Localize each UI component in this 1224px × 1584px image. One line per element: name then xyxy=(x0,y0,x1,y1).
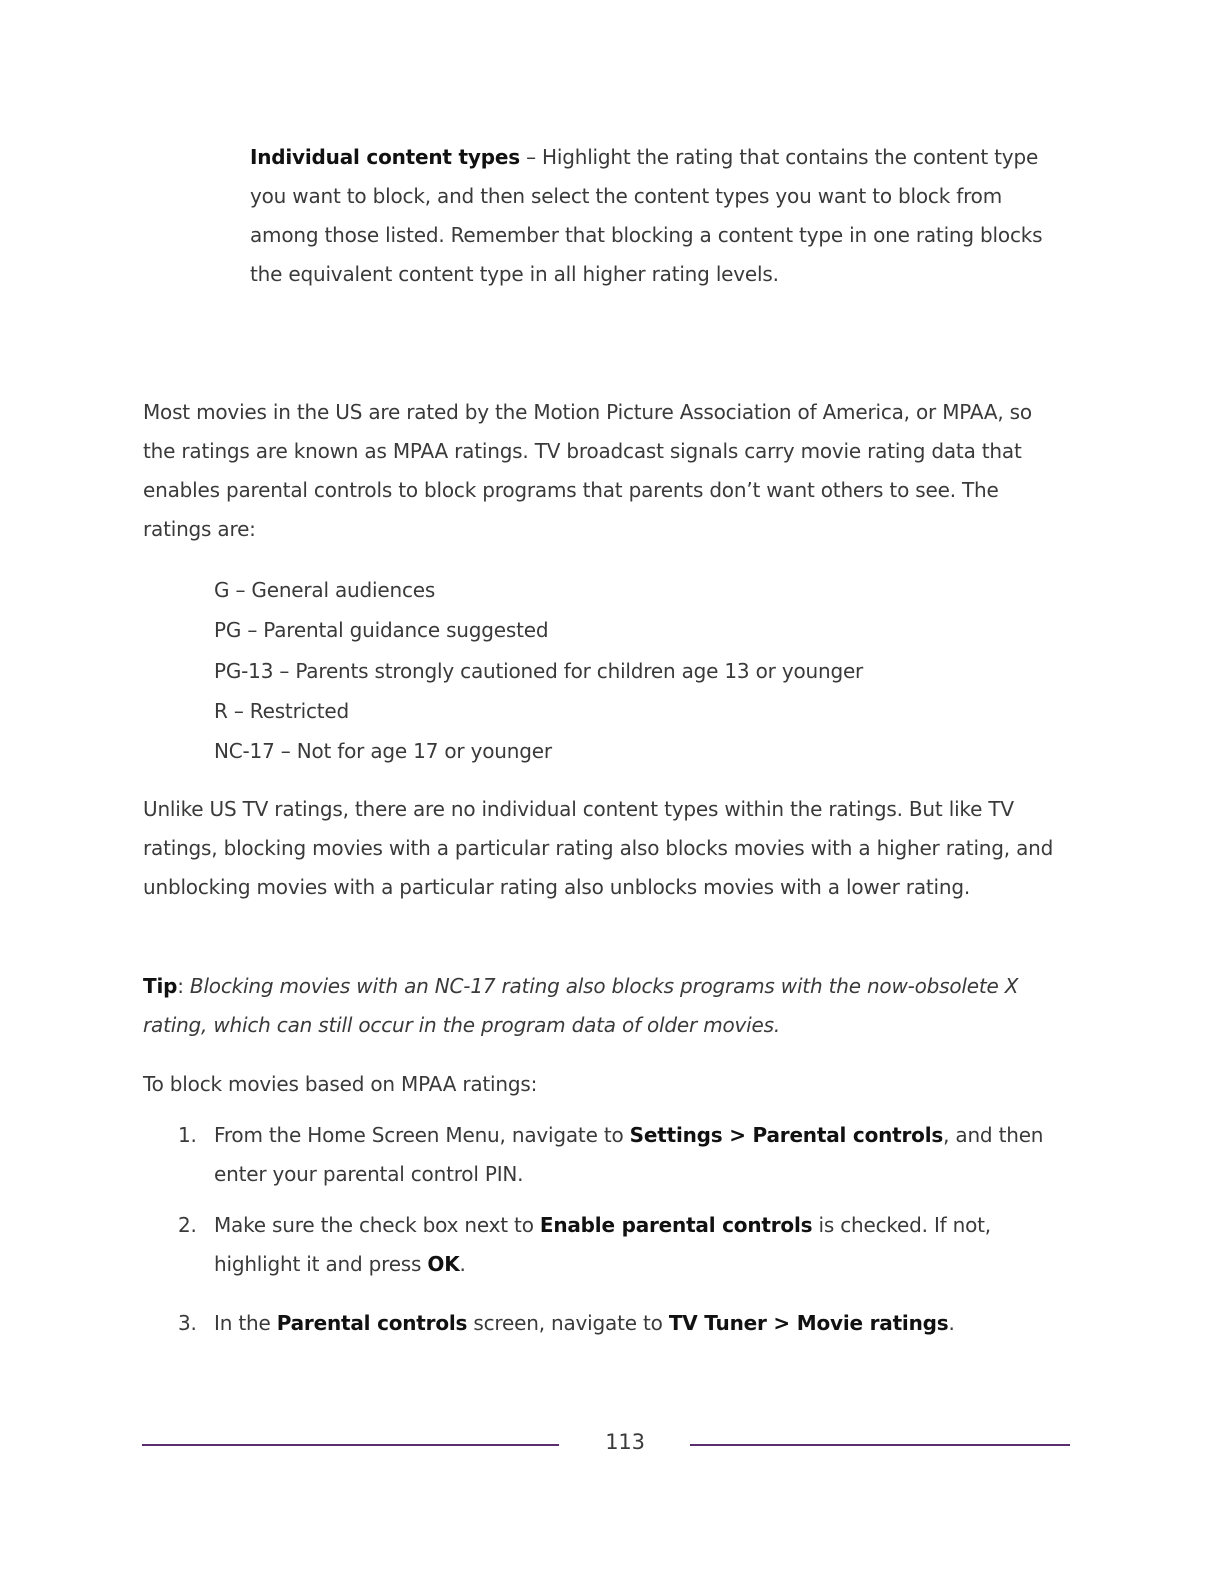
step-text xyxy=(214,1116,1064,1194)
step-3 xyxy=(178,1304,1058,1344)
tip-sep: : xyxy=(177,974,190,998)
t: In the xyxy=(214,1311,277,1335)
button-name: OK xyxy=(427,1252,460,1276)
rating-item: G – General audiences xyxy=(214,578,436,602)
step-2 xyxy=(178,1206,1058,1286)
step-text xyxy=(214,1304,1064,1343)
step-number: 1. xyxy=(178,1123,197,1147)
t: Make sure the check box next to xyxy=(214,1213,540,1237)
step-text xyxy=(214,1206,1064,1284)
footer-rule-left xyxy=(142,1444,559,1446)
setting-name: Enable parental controls xyxy=(539,1213,813,1237)
t: . xyxy=(948,1311,955,1335)
content-types-text: – Highlight the rating that contains the content type you want to block, and then select the content types you want to block from among those listed. Remember that blocking a content type in one rating blocks the equivalent content type in all higher rating levels. xyxy=(250,145,1043,286)
unlike-paragraph: Unlike US TV ratings, there are no individual content types within the ratings. But like TV ratings, blocking movies with a particular rating also blocks movies with a higher rating, and unblocking movies with a particular rating also unblocks movies with a lower rating. xyxy=(143,797,1054,899)
rating-item: R – Restricted xyxy=(214,698,349,723)
rating-item: NC-17 – Not for age 17 or younger xyxy=(214,739,552,764)
t: From the Home Screen Menu, navigate to xyxy=(214,1123,630,1147)
t: , and then enter your parental control PIN. xyxy=(214,1123,1044,1186)
screen-name: Parental controls xyxy=(276,1311,468,1335)
content-types-label: Individual content types xyxy=(250,145,520,169)
rating-item: PG – Parental guidance suggested xyxy=(214,618,549,643)
ratings-list xyxy=(214,570,1064,771)
tip-paragraph xyxy=(143,967,1083,1045)
menu-path: TV Tuner > Movie ratings xyxy=(668,1311,949,1335)
to-block-heading: To block movies based on MPAA ratings: xyxy=(143,1072,538,1096)
step-1 xyxy=(178,1116,1058,1196)
rating-item: PG-13 – Parents strongly cautioned for children age 13 or younger xyxy=(214,658,864,683)
step-number: 2. xyxy=(178,1213,197,1237)
tip-text: Blocking movies with an NC-17 rating also blocks programs with the now-obsolete X rating, which can still occur in the program data of older movies. xyxy=(143,974,1019,1037)
t: is checked. If not, highlight it and press xyxy=(214,1213,991,1276)
footer-rule-right xyxy=(690,1444,1070,1446)
intro-paragraph: Most movies in the US are rated by the Motion Picture Association of America, or MPAA, so the ratings are known as MPAA ratings. TV broadcast signals carry movie rating data that enables parental controls to block programs that parents don’t want others to see. The ratings are: xyxy=(143,400,1032,541)
page-number: 113 xyxy=(605,1430,645,1454)
t: screen, navigate to xyxy=(467,1311,669,1335)
content-types-paragraph xyxy=(250,138,1070,294)
step-number: 3. xyxy=(178,1311,197,1335)
menu-path: Settings > Parental controls xyxy=(629,1123,944,1147)
t: . xyxy=(459,1252,466,1276)
tip-label: Tip xyxy=(143,974,178,998)
